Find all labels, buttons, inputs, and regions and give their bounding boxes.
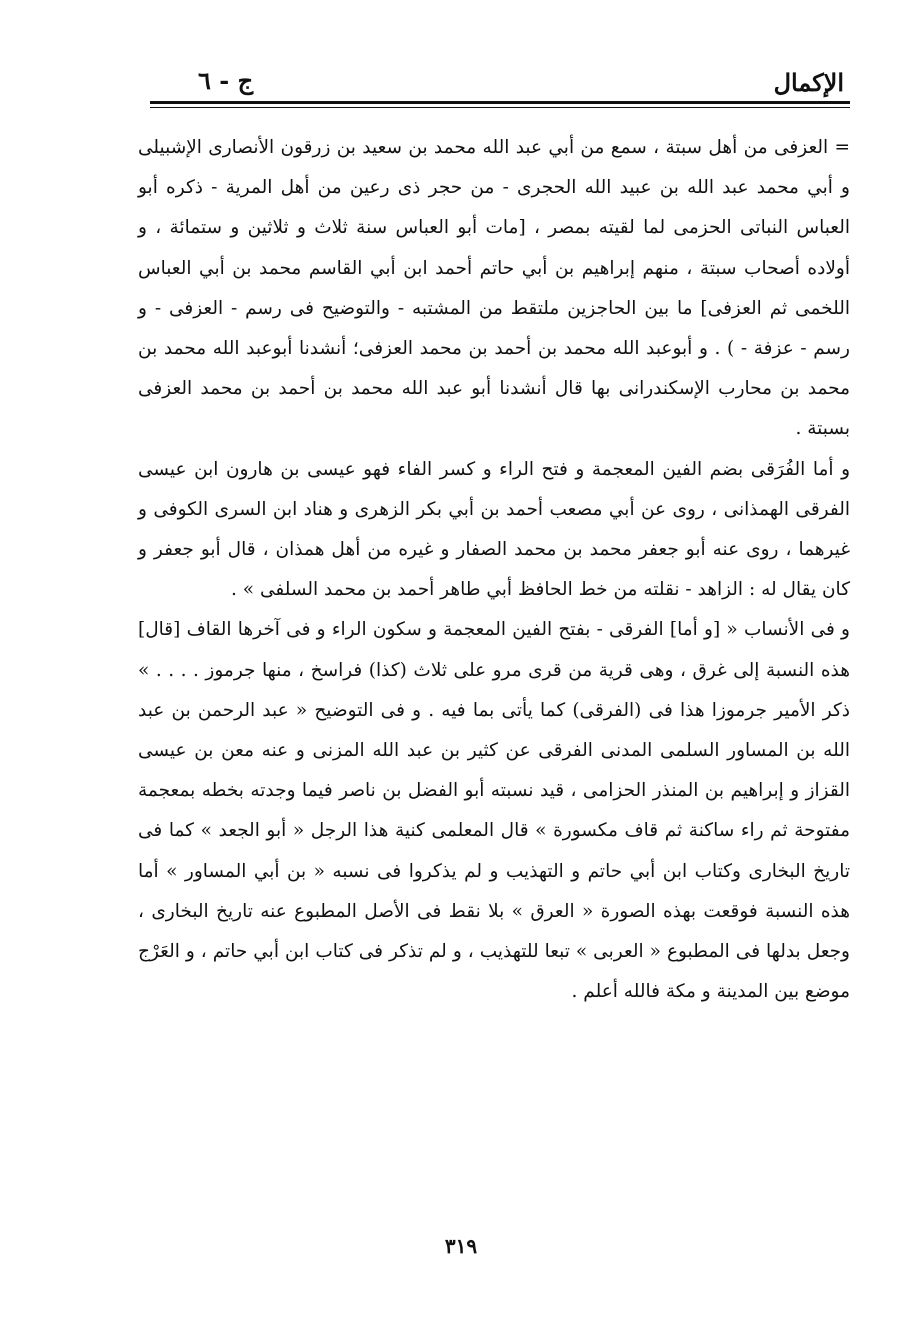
paragraph-azafi: = العزفى من أهل سبتة ، سمع من أبي عبد الله محمد بن سعيد بن زرقون الأنصارى الإشبيلى و أبي محمد عبد الله بن عبيد الله الحجرى - من حجر ذى رعين من أهل المرية - ذكره أبو العباس النباتى الحزمى لما لقيته بمصر ، [مات أبو العباس سنة ثلاث و ثلاثين و ستمائة ، و أولاده أصحاب سبتة ، منهم إبراهيم بن أبي حاتم أحمد ابن أبي القاسم محمد بن أبي العباس اللخمى ثم العزفى] ما بين الحاجزين ملتقط من المشتبه - والتوضيح فى رسم - العزفى - و رسم - عزفة - ) . و أبوعبد الله محمد بن أحمد بن محمد العزفى؛ أنشدنا أبوعبد الله محمد بن محمد بن محارب الإسكندرانى بها قال أنشدنا أبو عبد الله محمد بن أحمد بن محمد العزفى بسبتة .: [138, 137, 850, 440]
page-number: ٣١٩: [444, 1234, 478, 1258]
paragraph-furaqi: و أما الفُرَقى بضم الفين المعجمة و فتح الراء و كسر الفاء فهو عيسى بن هارون ابن عيسى الفرقى الهمذانى ، روى عن أبي مصعب أحمد بن أبي بكر الزهرى و هناد ابن السرى الكوفى و غيرهما ، روى عنه أبو جعفر محمد بن محمد الصفار و غيره من أهل همذان ، قال أبو جعفر و كان يقال له : الزاهد - نقلته من خط الحافظ أبي طاهر أحمد بن محمد السلفى » .: [138, 458, 850, 601]
page-header: [150, 62, 850, 102]
book-title: الإكمال: [773, 68, 844, 97]
header-rule-thick: [150, 101, 850, 104]
paragraph-ansab: و فى الأنساب « [و أما] الفرقى - بفتح الفين المعجمة و سكون الراء و فى آخرها القاف [قال] هذه النسبة إلى غرق ، وهى قرية من قرى مرو على ثلاث (كذا) فراسخ ، منها جرموز . . . . » ذكر الأمير جرموزا هذا فى (الفرقى) كما يأتى بما فيه . و فى التوضيح « عبد الرحمن بن عبد الله بن المساور السلمى المدنى الفرقى عن كثير بن عبد الله المزنى و عنه معن بن عيسى القزاز و إبراهيم بن المنذر الحزامى ، قيد نسبته أبو الفضل بن ناصر فيما وجدته بخطه بمعجمة مفتوحة ثم راء ساكنة ثم قاف مكسورة » قال المعلمى كنية هذا الرجل « أبو الجعد » كما فى تاريخ البخارى وكتاب ابن أبي حاتم و التهذيب و لم يذكروا فى نسبه « بن أبي المساور » أما هذه النسبة فوقعت بهذه الصورة « العرق » بلا نقط فى الأصل المطبوع عنه تاريخ البخارى ، وجعل بدلها فى المطبوع « العربى » تبعا للتهذيب ، و لم تذكر فى كتاب ابن أبي حاتم ، و العَرْج موضع بين المدينة و مكة فالله أعلم .: [138, 619, 850, 1003]
volume-label: ج - ٦: [198, 66, 254, 95]
header-rule-thin: [150, 107, 850, 108]
body-text: [138, 128, 850, 1012]
